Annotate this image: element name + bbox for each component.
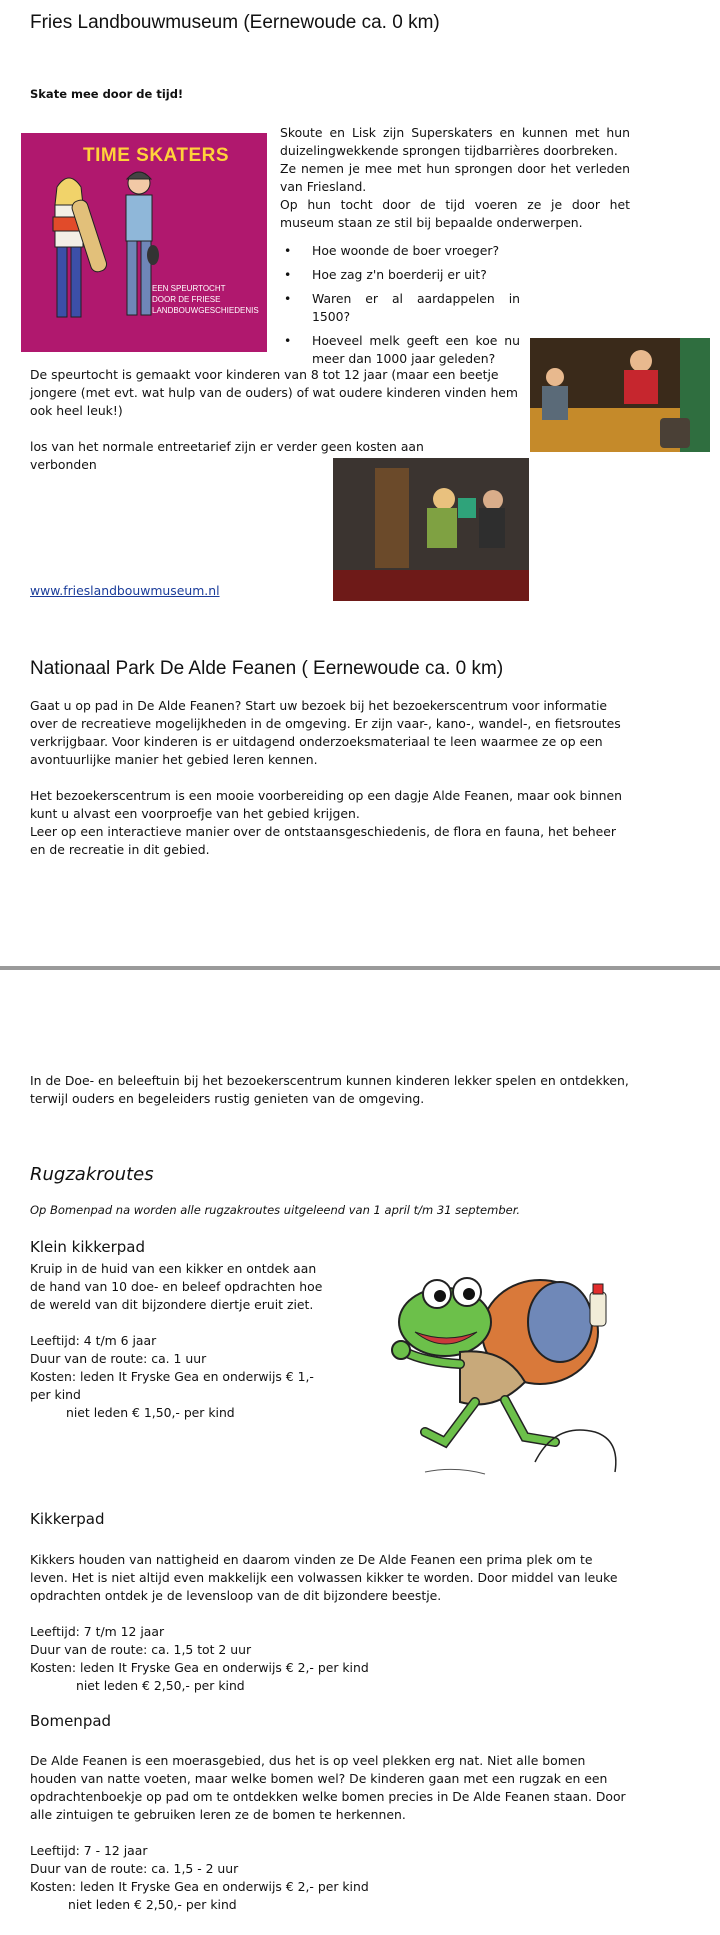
museum-photo-kids-1: [530, 338, 710, 452]
route-bomenpad: [30, 1752, 630, 1914]
route-klein-kikkerpad: [30, 1260, 330, 1422]
route-cost-nonmember: niet leden € 2,50,- per kind: [68, 1897, 237, 1912]
park-title: Nationaal Park De Alde Feanen ( Eernewoude ca. 0 km): [30, 658, 504, 679]
logo-caption: EEN SPEURTOCHT DOOR DE FRIESE LANDBOUWGESCHIEDENIS: [152, 284, 259, 315]
route-name: Kikkerpad: [30, 1510, 105, 1528]
route-desc: Kikkers houden van nattigheid en daarom vinden ze De Alde Feanen een prima plek om te leven. Het is niet altijd even makkelijk een volwassen kikker te worden. Door middel van leuke opdrachten ontdek je de levensloop van de dit bijzondere beestje.: [30, 1552, 618, 1603]
museum-title: Fries Landbouwmuseum (Eernewoude ca. 0 km): [30, 12, 440, 33]
logo-title: TIME SKATERS: [83, 145, 230, 166]
route-age: Leeftijd: 7 t/m 12 jaar: [30, 1624, 165, 1639]
route-cost: Kosten: leden It Fryske Gea en onderwijs € 2,- per kind: [30, 1660, 369, 1675]
list-item: • Hoe woonde de boer vroeger?: [280, 242, 520, 260]
doe-tuin-text: In de Doe- en beleeftuin bij het bezoekerscentrum kunnen kinderen lekker spelen en ontdekken, terwijl ouders en begeleiders rustig genieten van de omgeving.: [30, 1073, 629, 1106]
museum-intro: Skoute en Lisk zijn Superskaters en kunnen met hun duizelingwekkende sprongen tijdbarrières doorbreken. Ze nemen je mee met hun sprongen door het verleden van Friesland. Op hun tocht door de tijd voeren ze je door het museum staan ze stil bij bepaalde onderwerpen. • Hoe woonde de boer vroeger? • Hoe zag z'n boerderij er uit? • Waren er al aardappelen in 1500? • Hoeveel melk geeft een koe nu meer dan 1000 jaar geleden?: [280, 124, 630, 374]
route-desc: Kruip in de huid van een kikker en ontdek aan de hand van 10 doe- en beleef opdrachten hoe de wereld van dit bijzondere diertje eruit ziet.: [30, 1261, 323, 1312]
park-description: Gaat u op pad in De Alde Feanen? Start uw bezoek bij het bezoekerscentrum voor informatie over de recreatieve mogelijkheden in de omgeving. Er zijn vaar-, kano-, wandel-, en fietsroutes verkrijgbaar. Voor kinderen is er uitdagend onderzoeksmateriaal te leen waarmee ze op een avontuurlijke manier het gebied leren kennen. Het bezoekerscentrum is een mooie voorbereiding op een dagje Alde Feanen, maar ook binnen kunt u alvast een voorproefje van het gebied krijgen. Leer op een interactieve manier over de ontstaansgeschiedenis, de flora en fauna, het beheer en de recreatie in dit gebied.: [30, 698, 623, 857]
museum-age-text: De speurtocht is gemaakt voor kinderen van 8 tot 12 jaar (maar een beetje jongere (met evt. wat hulp van de ouders) of wat oudere kinderen vinden hem ook heel leuk!): [30, 367, 518, 418]
museum-question-list: [280, 242, 520, 368]
museum-website-link[interactable]: www.frieslandbouwmuseum.nl: [30, 583, 220, 598]
rugzak-title: Rugzakroutes: [30, 1164, 154, 1185]
route-duration: Duur van de route: ca. 1,5 tot 2 uur: [30, 1642, 252, 1657]
rugzak-note: Op Bomenpad na worden alle rugzakroutes uitgeleend van 1 april t/m 31 september.: [30, 1203, 521, 1217]
route-age: Leeftijd: 4 t/m 6 jaar: [30, 1333, 157, 1348]
route-name: Bomenpad: [30, 1712, 112, 1730]
route-desc: De Alde Feanen is een moerasgebied, dus het is op veel plekken erg nat. Niet alle bomen houden van natte voeten, maar welke bomen wel? De kinderen gaan met een rugzak en een opdrachtenboekje op pad om te ontdekken welke bomen precies in De Alde Feanen staan. Door alle zintuigen te gebruiken leren ze de bomen te herkennen.: [30, 1753, 626, 1822]
museum-cost-text: los van het normale entreetarief zijn er verder geen kosten aan verbonden: [30, 439, 424, 472]
route-cost-nonmember: niet leden € 1,50,- per kind: [66, 1405, 235, 1420]
route-cost: Kosten: leden It Fryske Gea en onderwijs € 1,- per kind: [30, 1369, 314, 1402]
route-cost-nonmember: niet leden € 2,50,- per kind: [76, 1678, 245, 1693]
list-item: • Waren er al aardappelen in 1500?: [280, 290, 520, 326]
time-skaters-logo: [21, 133, 267, 352]
route-cost: Kosten: leden It Fryske Gea en onderwijs € 2,- per kind: [30, 1879, 369, 1894]
museum-subtitle: Skate mee door de tijd!: [30, 87, 184, 101]
route-kikkerpad: [30, 1551, 630, 1695]
skater-figures-illustration: [41, 169, 191, 349]
museum-photo-kids-2: [333, 458, 529, 601]
page-break: [0, 966, 720, 970]
route-age: Leeftijd: 7 - 12 jaar: [30, 1843, 148, 1858]
route-duration: Duur van de route: ca. 1,5 - 2 uur: [30, 1861, 239, 1876]
list-item: • Hoe zag z'n boerderij er uit?: [280, 266, 520, 284]
route-duration: Duur van de route: ca. 1 uur: [30, 1351, 207, 1366]
route-name: Klein kikkerpad: [30, 1238, 145, 1256]
frog-backpack-illustration: [365, 1252, 635, 1492]
list-item: • Hoeveel melk geeft een koe nu meer dan 1000 jaar geleden?: [280, 332, 520, 368]
